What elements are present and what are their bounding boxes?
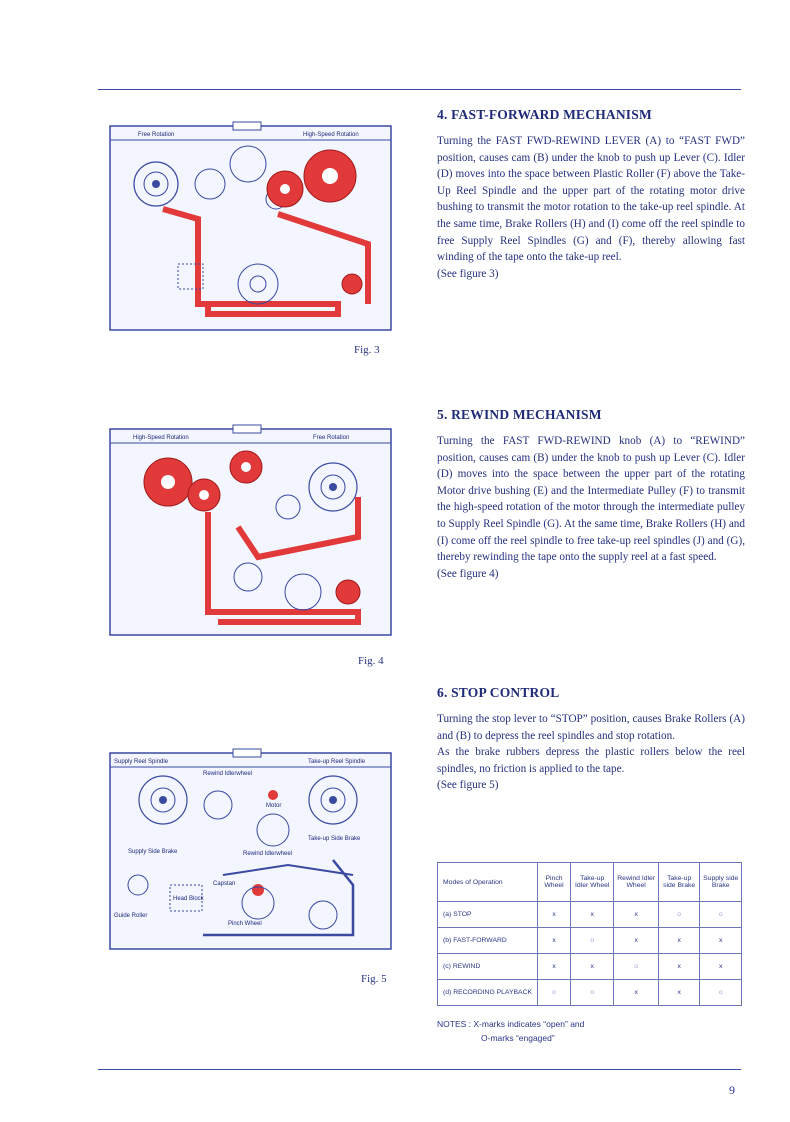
x-mark: x <box>614 928 659 954</box>
x-mark: x <box>700 954 742 980</box>
fig3-caption: Fig. 3 <box>354 344 380 356</box>
motor-marker <box>268 790 278 800</box>
table-row <box>438 980 742 1006</box>
x-mark: x <box>614 980 659 1006</box>
table-row <box>438 928 742 954</box>
table-cell-mode: (b) FAST-FORWARD <box>438 928 538 954</box>
section6-body1: Turning the stop lever to “STOP” position, causes Brake Rollers (A) and (B) to depress the reel spindles and stop rotation. <box>437 713 745 742</box>
notes-line-2: O-marks “engaged” <box>481 1033 555 1043</box>
section-stop-control <box>437 685 745 794</box>
table-row <box>438 902 742 928</box>
table-cell-mode: (d) RECORDING PLAYBACK <box>438 980 538 1006</box>
o-mark: o <box>538 980 571 1006</box>
x-mark: x <box>658 954 700 980</box>
section5-see: (See figure 4) <box>437 567 499 580</box>
section6-body2: As the brake rubbers depress the plastic rollers below the reel spindles, no friction is applied to the tape. <box>437 746 745 775</box>
x-mark: x <box>538 954 571 980</box>
modes-table <box>437 862 742 1006</box>
fig5-motor-label: Motor <box>266 803 282 809</box>
o-mark: o <box>658 902 700 928</box>
fig5-rewind-idlerwheel2-label: Rewind Idlerwheel <box>243 851 293 857</box>
table-row <box>438 954 742 980</box>
x-mark: x <box>571 902 614 928</box>
section4-title: 4. FAST-FORWARD MECHANISM <box>437 107 652 122</box>
x-mark: x <box>614 902 659 928</box>
section6-title: 6. STOP CONTROL <box>437 685 560 700</box>
table-header: Take-up side Brake <box>658 863 700 902</box>
table-header: Take-up Idler Wheel <box>571 863 614 902</box>
fig5-capstan-label: Capstan <box>213 881 236 887</box>
figure-3 <box>108 104 395 334</box>
figure-4 <box>108 407 395 639</box>
fig4-caption: Fig. 4 <box>358 655 384 667</box>
x-mark: x <box>538 902 571 928</box>
fig5-rewind-idlerwheel-label: Rewind Idlerwheel <box>203 771 253 777</box>
fig5-guide-roller-label: Guide Roller <box>114 913 148 919</box>
x-mark: x <box>538 928 571 954</box>
fig3-label-right: High-Speed Rotation <box>303 132 359 138</box>
section-rewind <box>437 407 745 582</box>
table-notes <box>437 1017 584 1045</box>
o-mark: o <box>571 928 614 954</box>
fig4-label-left: High-Speed Rotation <box>133 435 189 441</box>
notes-line-1: NOTES : X-marks indicates “open” and <box>437 1019 585 1029</box>
o-mark: o <box>571 980 614 1006</box>
x-mark: x <box>658 928 700 954</box>
fig5-supply-side-brake-label: Supply Side Brake <box>128 849 178 855</box>
o-mark: o <box>614 954 659 980</box>
x-mark: x <box>700 928 742 954</box>
fig4-label-right: Free Rotation <box>313 435 350 441</box>
table-header-row <box>438 863 742 902</box>
fig4-diagram <box>108 407 395 639</box>
fig5-supply-reel-spindle-label: Supply Reel Spindle <box>114 759 169 765</box>
bottom-rule <box>98 1069 741 1070</box>
table-cell-mode: (c) REWIND <box>438 954 538 980</box>
fig5-takeup-reel-spindle-label: Take-up Reel Spindle <box>308 759 366 765</box>
section4-see: (See figure 3) <box>437 267 499 280</box>
fig5-head-block-label: Head Block <box>173 896 204 902</box>
section5-body: Turning the FAST FWD-REWIND knob (A) to “REWIND” position, causes cam (B) under the knob to push up Lever (C). Idler (D) moves into the space between the upper part of the rotating Motor drive bushing (E) and the Intermediate Pulley (F) to transmit the high-speed rotation of the motor through the intermediate pulley to Supply Reel Spindle (G). At the same time, Brake Rollers (H) and (I) come off the reel spindle to free take-up reel spindles (J) and (G), thereby rewinding the tape onto the supply reel at a fast speed. <box>437 435 745 564</box>
table-header: Pinch Wheel <box>538 863 571 902</box>
fig5-pinch-wheel-label: Pinch Wheel <box>228 921 262 927</box>
fig5-takeup-side-brake-label: Take-up Side Brake <box>308 836 361 842</box>
page-number: 9 <box>729 1083 735 1097</box>
table-header: Modes of Operation <box>438 863 538 902</box>
table-body <box>438 902 742 1006</box>
table-cell-mode: (a) STOP <box>438 902 538 928</box>
section5-title: 5. REWIND MECHANISM <box>437 407 602 422</box>
section4-body: Turning the FAST FWD-REWIND LEVER (A) to “FAST FWD” position, causes cam (B) under the knob to push up Lever (C). Idler (D) moves into the space between Plastic Roller (F) above the Take-Up Reel Spindle and the upper part of the rotating motor drive bushing to transmit the motor rotation to the take-up reel spindle. At the same time, Brake Rollers (H) and (I) come off the reel spindle to free Supply Reel Spindles (G) and (F), thereby allowing fast winding of the tape onto the take-up reel. <box>437 135 745 264</box>
fig3-diagram <box>108 104 395 334</box>
o-mark: o <box>700 980 742 1006</box>
o-mark: o <box>700 902 742 928</box>
chassis-outline <box>110 126 391 330</box>
figure-5 <box>108 735 395 953</box>
fig3-label-left: Free Rotation <box>138 132 175 138</box>
section-fast-forward <box>437 107 745 282</box>
x-mark: x <box>658 980 700 1006</box>
top-rule <box>98 89 741 90</box>
fig5-caption: Fig. 5 <box>361 973 387 985</box>
capstan-marker <box>252 884 264 896</box>
section6-see: (See figure 5) <box>437 779 499 792</box>
table-header: Rewind Idler Wheel <box>614 863 659 902</box>
table-header: Supply side Brake <box>700 863 742 902</box>
x-mark: x <box>571 954 614 980</box>
fig5-diagram <box>108 735 395 953</box>
